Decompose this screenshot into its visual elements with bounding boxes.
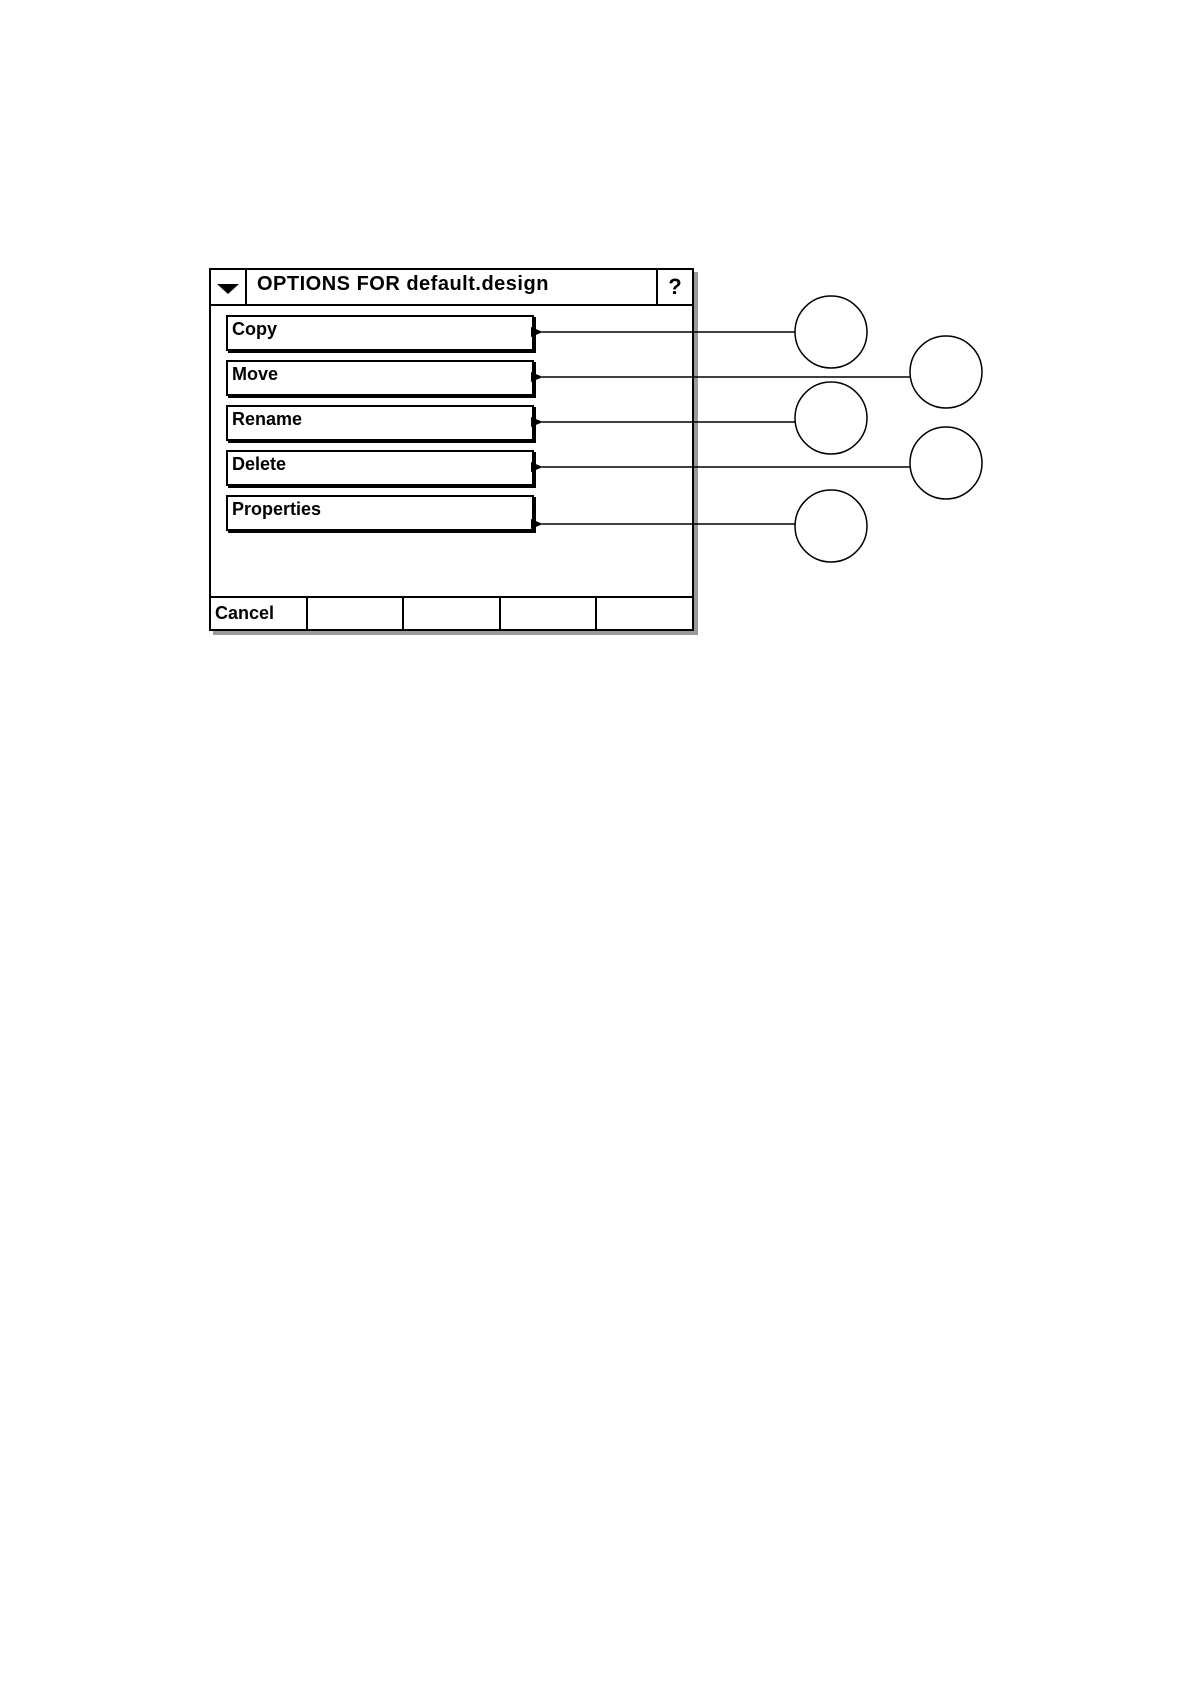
softkey-2[interactable] (308, 598, 405, 629)
cancel-softkey[interactable]: Cancel (211, 598, 308, 629)
options-dialog (209, 268, 694, 631)
softkey-5[interactable] (597, 598, 692, 629)
softkey-bar (211, 596, 692, 629)
callout-circle-icon (795, 382, 867, 454)
delete-button[interactable]: Delete (226, 450, 534, 486)
callout-circle-icon (910, 336, 982, 408)
callout-circle-icon (795, 490, 867, 562)
rename-button[interactable]: Rename (226, 405, 534, 441)
move-button[interactable]: Move (226, 360, 534, 396)
softkey-4[interactable] (501, 598, 598, 629)
dialog-title: OPTIONS FOR default.design (257, 273, 549, 295)
menu-dropdown-button[interactable] (211, 270, 247, 304)
help-button[interactable]: ? (656, 270, 692, 304)
copy-button[interactable]: Copy (226, 315, 534, 351)
callout-circle-icon (795, 296, 867, 368)
dropdown-triangle-icon (217, 284, 239, 294)
properties-button[interactable]: Properties (226, 495, 534, 531)
title-bar (211, 270, 692, 306)
callout-circle-icon (910, 427, 982, 499)
softkey-3[interactable] (404, 598, 501, 629)
